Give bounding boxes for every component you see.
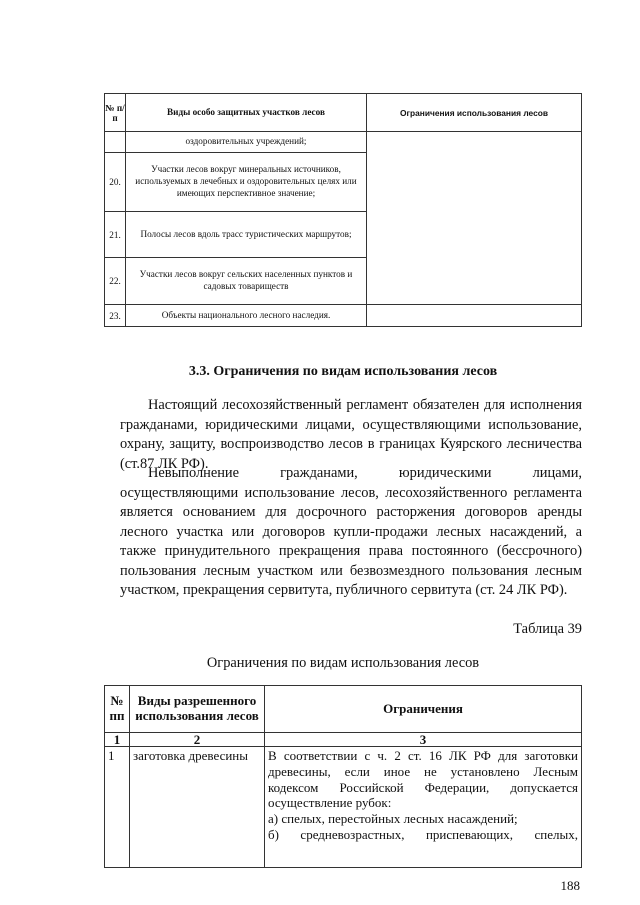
header-num: № п/п (105, 94, 126, 132)
header-limits: Ограничения (265, 686, 582, 733)
limits-text: В соответствии с ч. 2 ст. 16 ЛК РФ для заготовки древесины, если иное не установлено Лесным кодексом Российской Федерации, допускается осуществление рубок: (268, 748, 578, 811)
table-header-row (105, 686, 582, 733)
row-num: 20. (105, 153, 126, 212)
table-row (105, 132, 582, 153)
table-caption: Таблица 39 (513, 621, 582, 637)
page-number: 188 (560, 878, 580, 893)
row-kind: Объекты национального лесного наследия. (126, 305, 367, 327)
column-number: 1 (105, 733, 130, 747)
row-kind: оздоровительных учреждений; (126, 132, 367, 153)
header-limits: Ограничения использования лесов (367, 94, 582, 132)
section-heading: 3.3. Ограничения по видам использования лесов (188, 364, 498, 379)
table-row (105, 747, 582, 868)
table-header-row (105, 94, 582, 132)
limits-item-b: б) средневозрастных, приспевающих, спелых, (268, 826, 578, 842)
header-kind: Виды особо защитных участков лесов (126, 94, 367, 132)
row-kind: Полосы лесов вдоль трасс туристических маршрутов; (126, 212, 367, 258)
row-limits (265, 747, 582, 868)
row-num (105, 132, 126, 153)
header-num: № пп (105, 686, 130, 733)
usage-restrictions-table (104, 685, 582, 868)
row-kind: Участки лесов вокруг минеральных источников, используемых в лечебных и оздоровительных целях или имеющих перспективное значение; (126, 153, 367, 212)
paragraph-regulation: Настоящий лесохозяйственный регламент обязателен для исполнения гражданами, юридическими лицами, осуществляющими использование, охрану, защиту, воспроизводство лесов в границах Куярского лесничества (ст.87 ЛК РФ). (120, 397, 582, 472)
limits-item-a: а) спелых, перестойных лесных насаждений; (268, 811, 518, 827)
column-number-row (105, 733, 582, 747)
column-number: 2 (130, 733, 265, 747)
row-limits-merged (367, 132, 582, 305)
protective-forest-table (104, 93, 582, 327)
table-title: Ограничения по видам использования лесов (206, 655, 480, 671)
row-num: 21. (105, 212, 126, 258)
row-num: 1 (105, 747, 130, 868)
row-kind: Участки лесов вокруг сельских населенных пунктов и садовых товариществ (126, 258, 367, 305)
row-kind: заготовка древесины (130, 747, 265, 868)
row-limits (367, 305, 582, 327)
row-num: 22. (105, 258, 126, 305)
paragraph-violation: Невыполнение гражданами, юридическими лицами, осуществляющими использование лесов, лесохозяйственного регламента является основанием для досрочного расторжения договоров аренды лесного участка или договоров купли-продажи лесных насаждений, а также принудительного прекращения права постоянного (бессрочного) пользования лесным участком или безвозмездного пользования лесным участком, прекращения сервитута, публичного сервитута (ст. 24 ЛК РФ). (120, 465, 582, 598)
column-number: 3 (265, 733, 582, 747)
row-num: 23. (105, 305, 126, 327)
header-kind: Виды разрешенного использования лесов (130, 686, 265, 733)
table-row (105, 305, 582, 327)
